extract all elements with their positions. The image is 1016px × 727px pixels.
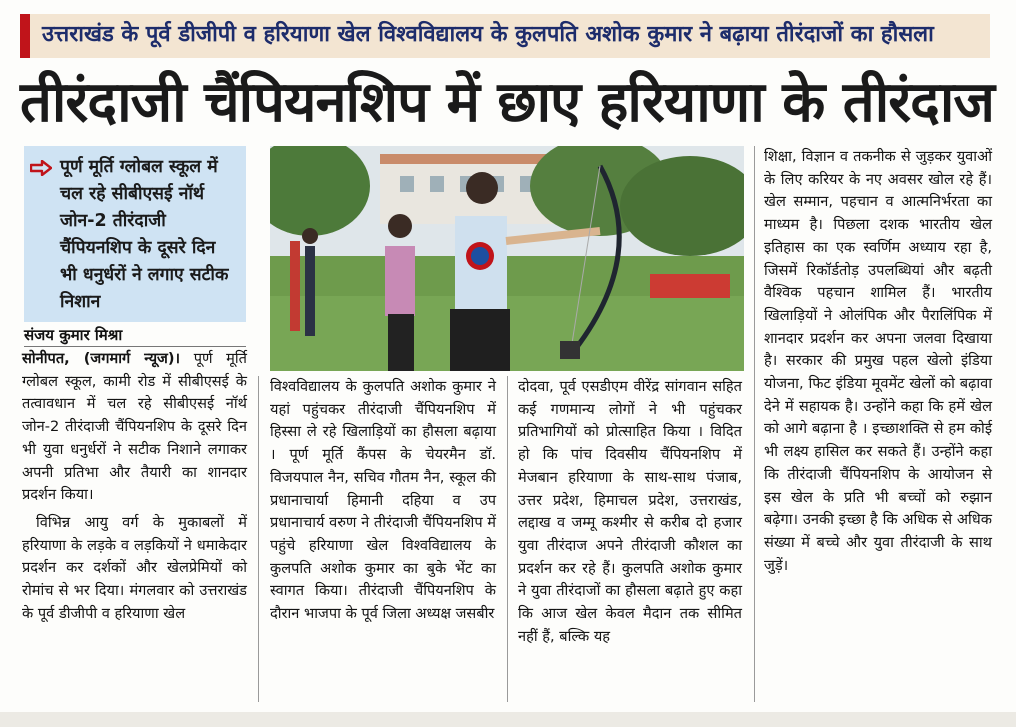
dateline: सोनीपत, (जगमार्ग न्यूज)। [22,350,181,367]
column-divider [507,376,508,702]
paragraph-text: पूर्ण मूर्ति ग्लोबल स्कूल, कामी रोड में सीबीएसई के तत्वावधान में चल रहे सीबीएसई नॉर्थ जोन-2 तीरंदाजी चैंपियनशिप के दूसरे दिन भी युवा धनुर्धरों ने सटीक निशाने लगाकर अपनी प्रतिभा और तैयारी का शानदार प्रदर्शन किया। [22,350,248,504]
archery-photo [270,146,744,371]
archery-photo-illustration [270,146,744,371]
paragraph [22,348,247,507]
article-column-3: दोदवा, पूर्व एसडीएम वीरेंद्र सांगवान सहित कई गणमान्य लोगों ने भी पहुंचकर प्रतिभागियों को प्रोत्साहित किया । विदित हो कि पांच दिवसीय चैंपियनशिप में मेजबान हरियाणा के साथ-साथ पंजाब, उत्तर प्रदेश, हिमाचल प्रदेश, उत्तराखंड, लद्दाख व जम्मू कश्मीर से करीब दो हजार युवा तीरंदाज अपने तीरंदाजी कौशल का प्रदर्शन कर रहे हैं। कुलपति अशोक कुमार ने युवा तीरंदाजों का हौसला बढ़ाते हुए कहा कि आज खेल केवल मैदान तक सीमित नहीं हैं, बल्कि यह [518,378,742,645]
headline: तीरंदाजी चैंपियनशिप में छाए हरियाणा के तीरंदाज [20,70,994,135]
kicker-accent-bar [20,14,30,58]
column-divider [754,146,755,702]
summary-box [24,146,246,322]
paragraph: विभिन्न आयु वर्ग के मुकाबलों में हरियाणा के लड़के व लड़कियों ने धमाकेदार प्रदर्शन कर दर्शकों और खेलप्रेमियों को रोमांच से भर दिया। मंगलवार को उत्तराखंड के पूर्व डीजीपी व हरियाणा खेल [22,513,247,622]
arrow-right-icon [30,160,52,176]
kicker-banner [20,14,990,58]
page-bottom-edge [0,712,1016,727]
byline: संजय कुमार मिश्रा [24,324,246,347]
article-column-4: शिक्षा, विज्ञान व तकनीक से जुड़कर युवाओं के लिए करियर के नए अवसर खोल रहे हैं। खेल सम्मान, पहचान व आत्मनिर्भरता का माध्यम है। पिछला दशक भारतीय खेल इतिहास का एक स्वर्णिम अध्याय रहा है, जिसमें रिकॉर्डतोड़ उपलब्धियां और बढ़ती वैश्विक पहचान शामिल हैं। भारतीय खिलाड़ियों ने ओलंपिक और पैरालिंपिक में शानदार प्रदर्शन कर अपना जलवा दिखाया है। सरकार की प्रमुख पहल खेलो इंडिया योजना, फिट इंडिया मूवमेंट खेलों को बढ़ावा देने में सहायक है। उन्होंने कहा कि हमें खेल को आगे बढ़ाना है । इच्छाशक्ति से हम कोई भी लक्ष्य हासिल कर सकते हैं। उन्होंने कहा कि तीरंदाजी चैंपियनशिप के आयोजन से इस खेल के प्रति भी बच्चों को रुझान बढ़ेगा। उनकी इच्छा है कि अधिक से अधिक संख्या में बच्चे और युवा तीरंदाजी के साथ जुड़ें। [764,148,992,574]
column-divider [258,376,259,702]
kicker-text: उत्तराखंड के पूर्व डीजीपी व हरियाणा खेल विश्वविद्यालय के कुलपति अशोक कुमार ने बढ़ाया तीरंदाजों का हौसला [42,22,934,47]
summary-text: पूर्ण मूर्ति ग्लोबल स्कूल में चल रहे सीबीएसई नॉर्थ जोन-2 तीरंदाजी चैंपियनशिप के दूसरे दिन भी धनुर्धरों ने लगाए सटीक निशान [60,157,229,312]
article-column-2: विश्वविद्यालय के कुलपति अशोक कुमार ने यहां पहुंचकर तीरंदाजी चैंपियनशिप में हिस्सा ले रहे खिलाड़ियों का हौसला बढ़ाया । पूर्ण मूर्ति कैंपस के चेयरमैन डॉ. विजयपाल नैन, सचिव गौतम नैन, स्कूल की प्रधानाचार्या हिमानी दहिया व उप प्रधानाचार्य वरुण ने तीरंदाजी चैंपियनशिप में पहुंचे हरियाणा खेल विश्वविद्यालय के कुलपति अशोक कुमार का बुके भेंट का स्वागत किया। तीरंदाजी चैंपियनशिप के दौरान भाजपा के पूर्व जिला अध्यक्ष जसबीर [270,378,496,623]
article-column-1 [22,348,247,625]
